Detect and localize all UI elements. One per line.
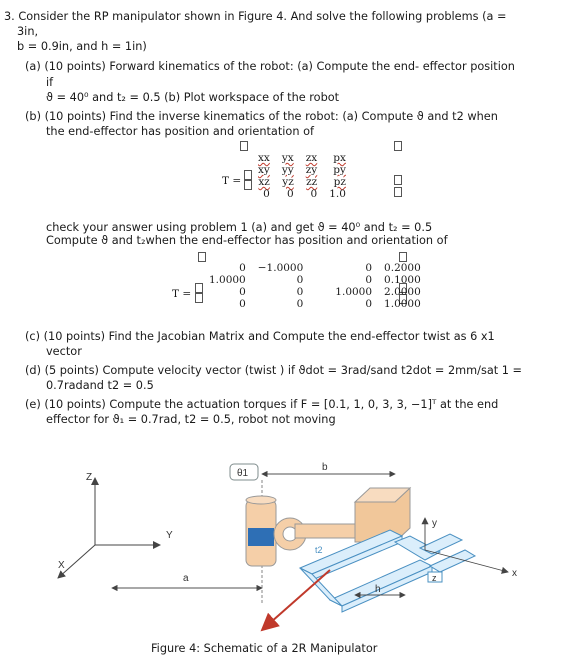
joint-top	[246, 496, 276, 504]
m1-cell: zz	[306, 176, 318, 188]
m2-cell: 0.1000	[384, 274, 421, 286]
m2-cell: 0	[365, 274, 373, 286]
part-a-line2: if	[46, 76, 54, 89]
placeholder-icon	[198, 252, 206, 262]
m2-cell: 1.0000	[384, 298, 421, 310]
z-left-label: Z	[86, 472, 93, 483]
z-right-label: z	[432, 573, 437, 583]
red-force-arrow	[262, 570, 330, 630]
placeholder-icon	[244, 180, 252, 190]
placeholder-icon	[399, 252, 407, 262]
x-right-label: x	[512, 568, 517, 579]
matrix1	[252, 152, 352, 200]
m1-cell: yy	[281, 164, 294, 176]
m1-cell: 1.0	[329, 188, 346, 200]
joint-band	[248, 528, 274, 546]
placeholder-icon	[195, 293, 203, 303]
m2-cell: 0	[365, 262, 373, 274]
theta-label: θ1	[237, 468, 249, 479]
part-c-line1: (c) (10 points) Find the Jacobian Matrix and Compute the end-effector twist as 6 x1	[25, 330, 495, 343]
placeholder-icon	[244, 170, 252, 180]
part-e-line2: effector for ϑ₁ = 0.7rad, t2 = 0.5, robot not moving	[46, 413, 336, 426]
matrix2-label: T =	[172, 288, 192, 300]
m2-cell: 0	[239, 286, 246, 298]
placeholder-icon	[394, 187, 402, 197]
dim-b-label: b	[322, 462, 328, 473]
part-e-line1: (e) (10 points) Compute the actuation torques if F = [0.1, 1, 0, 3, 3, −1]ᵀ at the end	[25, 398, 499, 411]
m2-cell: 0	[239, 298, 246, 310]
check-line2: Compute ϑ and t₂when the end-effector has position and orientation of	[46, 234, 448, 247]
dim-h-label: h	[375, 584, 381, 595]
matrix1-label: T =	[222, 175, 242, 187]
m2-cell: 2.0000	[384, 286, 421, 298]
m1-cell: 0	[263, 188, 270, 200]
m2-cell: 1.0000	[335, 286, 373, 298]
m2-cell: 0	[296, 274, 304, 286]
part-b-line1: (b) (10 points) Find the inverse kinematics of the robot: (a) Compute ϑ and t2 when	[25, 110, 498, 123]
m1-cell: zx	[305, 152, 318, 164]
m2-cell: 0	[296, 286, 304, 298]
m1-cell: yz	[282, 176, 294, 188]
part-b-line2: the end-effector has position and orientation of	[46, 125, 314, 138]
m1-cell: 0	[287, 188, 294, 200]
m1-cell: py	[333, 164, 346, 176]
problem-intro-line3: b = 0.9in, and h = 1in)	[17, 40, 147, 53]
manipulator-figure	[0, 440, 568, 640]
m1-cell: zy	[305, 164, 318, 176]
m1-cell: xz	[258, 176, 270, 188]
matrix2	[203, 262, 427, 310]
m2-cell: 0	[239, 262, 246, 274]
part-d-line2: 0.7radand t2 = 0.5	[46, 379, 154, 392]
m2-cell: 0.2000	[384, 262, 421, 274]
m1-cell: yx	[281, 152, 294, 164]
placeholder-icon	[394, 175, 402, 185]
placeholder-icon	[240, 141, 248, 151]
check-line1: check your answer using problem 1 (a) and get ϑ = 40⁰ and t₂ = 0.5	[46, 221, 433, 234]
m1-cell: 0	[310, 188, 318, 200]
m1-cell: pz	[333, 176, 346, 188]
m2-cell: 1.0000	[209, 274, 246, 286]
prismatic-frame	[300, 530, 475, 612]
placeholder-icon	[195, 283, 203, 293]
placeholder-icon	[394, 141, 402, 151]
m1-cell: xy	[258, 164, 270, 176]
part-a-line1: (a) (10 points) Forward kinematics of the robot: (a) Compute the end- effector position	[25, 60, 515, 73]
problem-intro-line1: 3. Consider the RP manipulator shown in Figure 4. And solve the following problems (a =	[4, 10, 507, 23]
x-left-label: X	[58, 560, 65, 571]
dim-a-label: a	[183, 573, 189, 584]
m1-cell: xx	[258, 152, 270, 164]
part-d-line1: (d) (5 points) Compute velocity vector (twist ) if ϑdot = 3rad/sand t2dot = 2mm/sat 1 =	[25, 364, 523, 377]
part-a-line3: ϑ = 40⁰ and t₂ = 0.5 (b) Plot workspace of the robot	[46, 91, 340, 104]
y-left-label: Y	[166, 530, 173, 541]
m2-cell: 0	[365, 298, 373, 310]
t2-label: t2	[315, 545, 323, 555]
y-right-label: y	[432, 518, 437, 529]
m2-cell: 0	[296, 298, 304, 310]
problem-intro-line2: 3in,	[17, 25, 39, 38]
part-c-line2: vector	[46, 345, 82, 358]
m1-cell: px	[333, 152, 346, 164]
figure-caption: Figure 4: Schematic of a 2R Manipulator	[151, 642, 378, 655]
m2-cell: −1.0000	[257, 262, 304, 274]
